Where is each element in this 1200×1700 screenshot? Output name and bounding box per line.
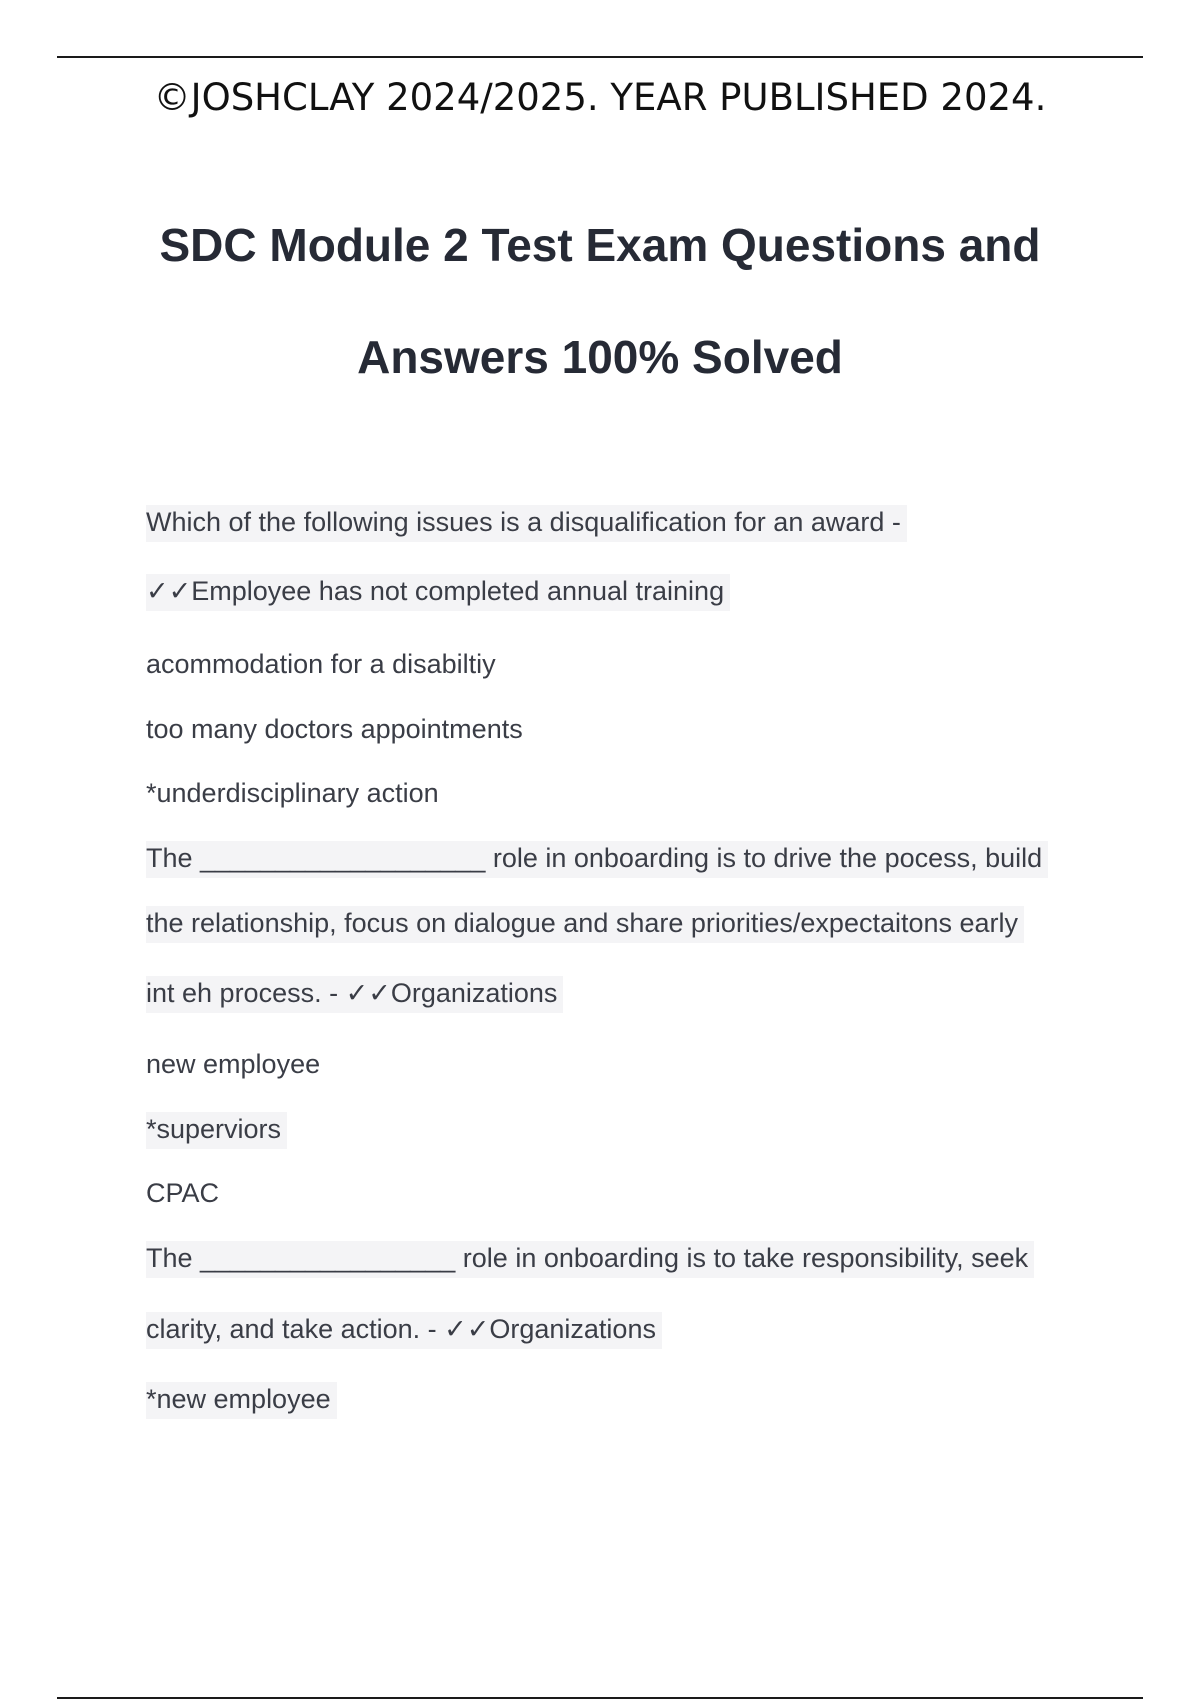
question-2-answer: int eh process. - ✓✓Organizations <box>146 976 563 1013</box>
question-1-option: too many doctors appointments <box>146 714 523 744</box>
question-2-text: The ___________________ role in onboarding is to drive the pocess, build <box>146 841 1048 878</box>
question-1-option: acommodation for a disabiltiy <box>146 649 496 679</box>
question-3-option: *new employee <box>146 1382 337 1419</box>
question-3-answer: clarity, and take action. - ✓✓Organizations <box>146 1312 662 1349</box>
bottom-rule <box>57 1697 1143 1699</box>
question-2-option: CPAC <box>146 1178 220 1208</box>
question-2-option: *superviors <box>146 1112 287 1149</box>
copyright-header: ©JOSHCLAY 2024/2025. YEAR PUBLISHED 2024. <box>153 76 1047 119</box>
top-rule <box>57 56 1143 58</box>
document-title-line-1: SDC Module 2 Test Exam Questions and <box>159 219 1041 271</box>
question-1-answer: ✓✓Employee has not completed annual training <box>146 574 730 611</box>
question-1-text: Which of the following issues is a disqualification for an award - <box>146 505 907 542</box>
question-3-text: The _________________ role in onboarding is to take responsibility, seek <box>146 1241 1034 1278</box>
question-1-option: *underdisciplinary action <box>146 778 439 808</box>
question-2-option: new employee <box>146 1049 321 1079</box>
document-title-line-2: Answers 100% Solved <box>357 331 843 383</box>
question-2-text: the relationship, focus on dialogue and share priorities/expectaitons early <box>146 906 1024 943</box>
